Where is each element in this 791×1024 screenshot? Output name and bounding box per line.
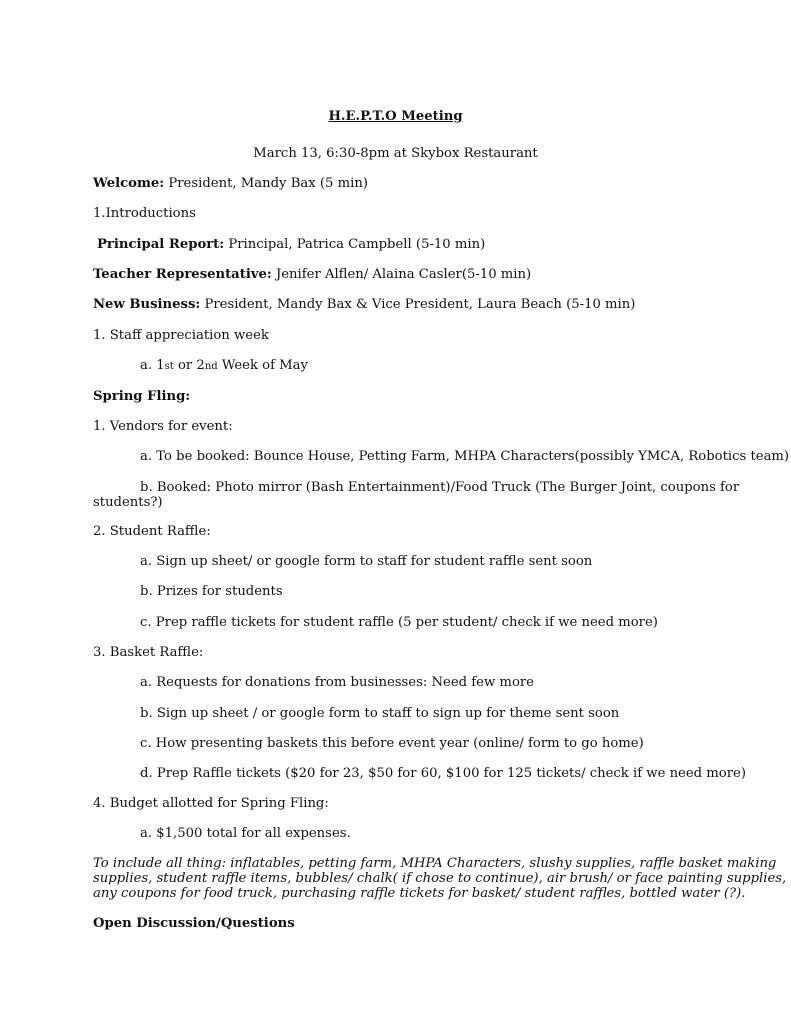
- expenses-note-line3: any coupons for food truck, purchasing raffle tickets for basket/ student raffles, bottled water (?).: [93, 886, 746, 901]
- staff-week-item: 1. Staff appreciation week: [93, 328, 269, 343]
- new-business-label: New Business:: [93, 297, 201, 312]
- expenses-note-line2: supplies, student raffle items, bubbles/ chalk( if chose to continue), air brush/ or face painting supplies,: [93, 871, 787, 886]
- vendors-subitem-a: a. To be booked: Bounce House, Petting Farm, MHPA Characters(possibly YMCA, Robotics team): [140, 449, 790, 464]
- student-raffle-subitem-c: c. Prep raffle tickets for student raffle (5 per student/ check if we need more): [140, 615, 658, 630]
- staff-week-suffix: Week of May: [217, 358, 308, 373]
- introductions-line: 1.Introductions: [93, 206, 196, 221]
- new-business-text: President, Mandy Bax & Vice President, Laura Beach (5-10 min): [200, 297, 636, 312]
- budget-subitem-a: a. $1,500 total for all expenses.: [140, 826, 351, 841]
- teacher-text: Jenifer Alflen/ Alaina Casler(5-10 min): [271, 267, 532, 282]
- open-discussion-label: Open Discussion/Questions: [93, 916, 295, 931]
- meeting-date-location: March 13, 6:30-8pm at Skybox Restaurant: [253, 146, 538, 161]
- staff-week-sup2: nd: [204, 361, 218, 372]
- expenses-note-line1: To include all thing: inflatables, petting farm, MHPA Characters, slushy supplies, raffle basket making: [93, 856, 777, 871]
- spring-fling-label: Spring Fling:: [93, 389, 191, 404]
- budget-item: 4. Budget allotted for Spring Fling:: [93, 796, 329, 811]
- staff-week-prefix: a. 1: [140, 358, 165, 373]
- basket-raffle-subitem-a: a. Requests for donations from businesses: Need few more: [140, 675, 534, 690]
- welcome-line: [93, 176, 368, 191]
- open-discussion-heading: [93, 916, 295, 931]
- staff-week-subitem: [140, 358, 308, 374]
- student-raffle-subitem-a: a. Sign up sheet/ or google form to staff for student raffle sent soon: [140, 554, 593, 569]
- basket-raffle-subitem-b: b. Sign up sheet / or google form to staff to sign up for theme sent soon: [140, 706, 620, 721]
- staff-week-sup1: st: [164, 361, 174, 372]
- vendors-item: 1. Vendors for event:: [93, 419, 233, 434]
- welcome-label: Welcome:: [93, 176, 165, 191]
- principal-text: Principal, Patrica Campbell (5-10 min): [224, 237, 486, 252]
- basket-raffle-subitem-c: c. How presenting baskets this before event year (online/ form to go home): [140, 736, 644, 751]
- basket-raffle-item: 3. Basket Raffle:: [93, 645, 204, 660]
- page-title: H.E.P.T.O Meeting: [328, 109, 463, 124]
- principal-label: Principal Report:: [97, 237, 225, 252]
- vendors-subitem-b-line1: b. Booked: Photo mirror (Bash Entertainment)/Food Truck (The Burger Joint, coupons for: [140, 480, 740, 495]
- new-business-line: [93, 297, 635, 312]
- teacher-rep-line: [93, 267, 531, 282]
- student-raffle-item: 2. Student Raffle:: [93, 524, 211, 539]
- principal-report-line: [97, 237, 485, 252]
- vendors-subitem-b-line2: students?): [93, 495, 163, 510]
- spring-fling-heading: [93, 389, 190, 404]
- welcome-text: President, Mandy Bax (5 min): [164, 176, 368, 191]
- student-raffle-subitem-b: b. Prizes for students: [140, 584, 283, 599]
- staff-week-mid: or 2: [173, 358, 205, 373]
- teacher-label: Teacher Representative:: [93, 267, 272, 282]
- basket-raffle-subitem-d: d. Prep Raffle tickets ($20 for 23, $50 for 60, $100 for 125 tickets/ check if we need more): [140, 766, 747, 781]
